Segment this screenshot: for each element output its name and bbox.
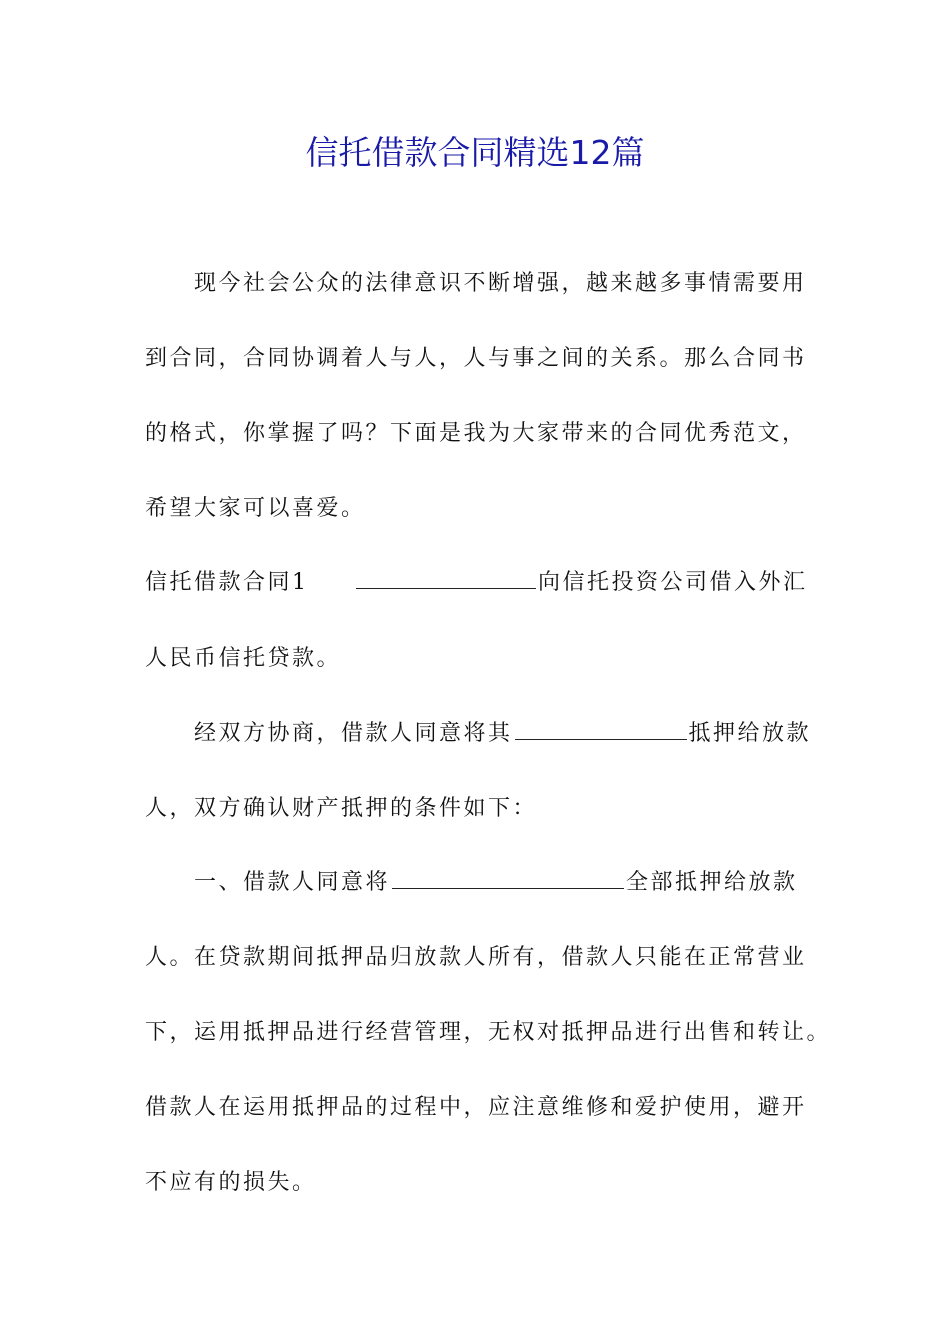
fill-in-blank [515, 719, 687, 740]
paragraph-line: 的格式，你掌握了吗？下面是我为大家带来的合同优秀范文， [145, 421, 807, 446]
page-title: 信托借款合同精选12篇 [305, 133, 645, 172]
paragraph-text: 一、借款人同意将 [194, 870, 391, 895]
paragraph-line: 下，运用抵押品进行经营管理，无权对抵押品进行出售和转让。 [145, 1020, 832, 1045]
paragraph-line: 现今社会公众的法律意识不断增强，越来越多事情需要用 [194, 271, 807, 296]
paragraph-line: 不应有的损失。 [145, 1170, 317, 1195]
paragraph-text: 经双方协商，借款人同意将其 [194, 721, 513, 746]
paragraph-line: 希望大家可以喜爱。 [145, 496, 366, 521]
paragraph-line: 人民币信托贷款。 [145, 646, 342, 671]
paragraph-line [194, 867, 798, 899]
paragraph-text: 全部抵押给放款 [626, 870, 798, 895]
paragraph-line: 到合同，合同协调着人与人，人与事之间的关系。那么合同书 [145, 346, 807, 371]
fill-in-blank [356, 568, 536, 589]
paragraph-text: 向信托投资公司借入外汇 [538, 570, 808, 595]
paragraph-line [194, 718, 811, 750]
paragraph-text: 抵押给放款 [688, 721, 812, 746]
paragraph-line: 人，双方确认财产抵押的条件如下： [145, 796, 538, 821]
contract-heading-line [145, 567, 808, 599]
contract-heading: 信托借款合同1 [145, 570, 309, 595]
paragraph-line: 人。在贷款期间抵押品归放款人所有，借款人只能在正常营业 [145, 945, 807, 970]
fill-in-blank [392, 868, 624, 889]
paragraph-line: 借款人在运用抵押品的过程中，应注意维修和爱护使用，避开 [145, 1095, 807, 1120]
